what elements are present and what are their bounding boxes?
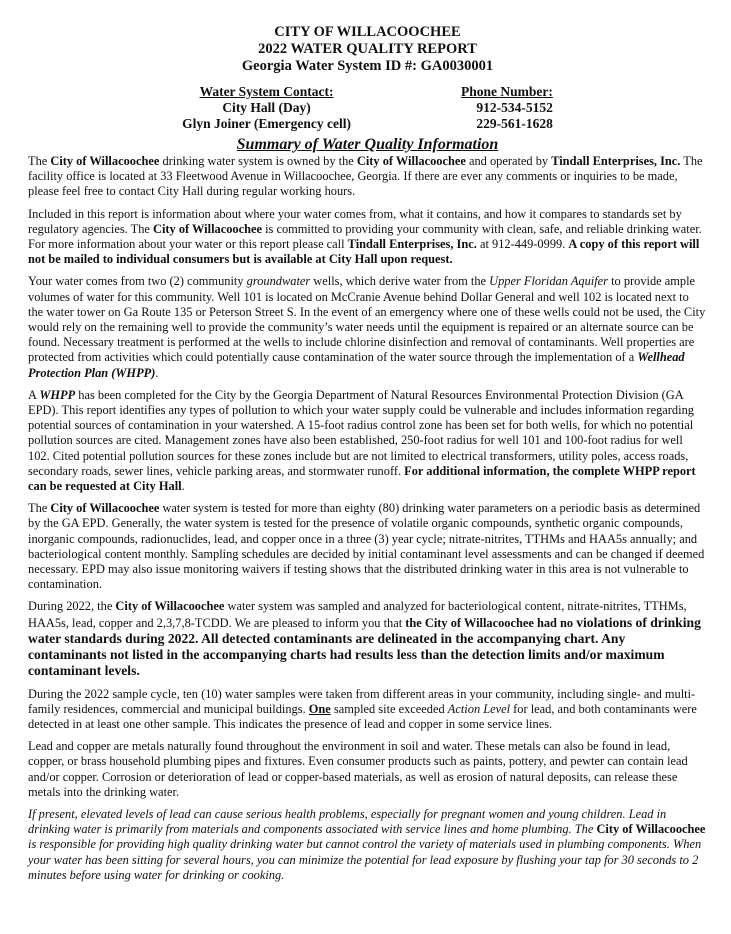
- paragraph-report-info: Included in this report is information about where your water comes from, what it contains, and how it compares to standards set by regulatory agencies. The City of Willacoochee is committed to providing your community with clean, safe, and reliable drinking water. For more information about your water or this report please call Tindall Enterprises, Inc. at 912-449-0999. A copy of this report will not be mailed to individual consumers but is available at City Hall upon request.: [28, 206, 702, 267]
- header-city: CITY OF WILLACOOCHEE: [274, 24, 461, 40]
- paragraph-testing: The City of Willacoochee water system is tested for more than eighty (80) drinking water parameters on a periodic basis as determined by the GA EPD. Generally, the water system is tested for the presence of volatile organic compounds, synthetic organic compounds, inorganic compounds, radionuclides, lead, and copper once in a three (3) year cycle; nitrate-nitrites, TTHMs and HAA5s annually; and bacteriological content monthly. Sampling schedules are decided by initial contaminant level assessments and can be changed if deemed necessary. EPD may also issue monitoring waivers if testing shows that the distributed drinking water in this area is not vulnerable to contamination.: [28, 501, 705, 592]
- summary-title: Summary of Water Quality Information: [236, 136, 499, 153]
- paragraph-lead-copper: Lead and copper are metals naturally found throughout the environment in soil and water. These metals can also be found in lead, copper, or brass household plumbing pipes and fixtures. Even consumer products such as paints, pottery, and pewter can contain lead and/or copper. Corrosion or deterioration of lead or copper-based materials, as well as erosion of natural deposits, can release these metals into the drinking water.: [28, 739, 688, 799]
- paragraph-whpp: A WHPP has been completed for the City by the Georgia Department of Natural Resources Environmental Protection Division (GA EPD). This report identifies any types of pollution to which your water supply could be vulnerable and includes information regarding potential sources of contamination in your watershed. A 15-foot radius control zone has been set for both wells, for which no potential pollution sources are cited. Management zones have also been established, 250-foot radius for well 101 and 100-foot radius for well 102. Cited potential pollution sources for these zones include but are not limited to electrical transformers, utility poles, access roads, secondary roads, sewer lines, vehicle parking areas, and stormwater runoff. For additional information, the complete WHPP report can be requested at City Hall.: [28, 387, 696, 494]
- contact-name: City Hall (Day): [222, 100, 311, 115]
- phone-number: 912-534-5152: [476, 100, 553, 115]
- phone-number: 229-561-1628: [476, 116, 553, 131]
- report-header: [28, 24, 707, 75]
- phone-heading: Phone Number:: [460, 84, 553, 99]
- paragraph-water-source: Your water comes from two (2) community groundwater wells, which derive water from the Upper Floridan Aquifer to provide ample volumes of water for this community. Well 101 is located on McCranie Avenue behind Dollar General and well 102 is located next to the water tower on Ga Route 135 or Peterson Street S. In the event of an emergency where one of these wells could not be used, the City would rely on the remaining well to provide the community’s water needs until the equipment is repaired or an alternate source can be found. Necessary treatment is performed at the wells to include chlorine disinfection and removal of contaminants. Well properties are protected from activities which could potentially cause contamination of the water source through the implementation of a Wellhead Protection Plan (WHPP).: [28, 274, 706, 380]
- header-system-id: Georgia Water System ID #: GA0030001: [241, 58, 494, 74]
- contact-names: [182, 84, 351, 132]
- contact-phones: [461, 84, 553, 132]
- paragraph-sample-cycle: During the 2022 sample cycle, ten (10) water samples were taken from different areas in your community, including single- and multi-family residences, commercial and municipal buildings. One sampled site exceeded Action Level for lead, and both contaminants were detected in at least one other sample. This indicates the presence of lead and copper in some service lines.: [28, 686, 697, 731]
- header-report-title: 2022 WATER QUALITY REPORT: [258, 41, 477, 57]
- paragraph-ownership: The City of Willacoochee drinking water system is owned by the City of Willacoochee and operated by Tindall Enterprises, Inc. The facility office is located at 33 Fleetwood Avenue in Willacoochee, Georgia. If there are ever any comments or inquiries to be made, please feel free to contact City Hall during regular working hours.: [28, 154, 703, 199]
- paragraph-lead-health: If present, elevated levels of lead can cause serious health problems, especially for pregnant women and young children. Lead in drinking water is primarily from materials and components associated with service lines and home plumbing. The City of Willacoochee is responsible for providing high quality drinking water but cannot control the variety of materials used in plumbing components. When your water has been sitting for several hours, you can minimize the potential for lead exposure by flushing your tap for 30 seconds to 2 minutes before using water for drinking or cooking.: [28, 806, 706, 882]
- contact-name: Glyn Joiner (Emergency cell): [182, 116, 351, 131]
- paragraph-2022-results: During 2022, the City of Willacoochee water system was sampled and analyzed for bacteriological content, nitrate-nitrites, TTHMs, HAA5s, lead, copper and 2,3,7,8-TCDD. We are pleased to inform you that the City of Willacoochee had no violations of drinking water standards during 2022. All detected contaminants are delineated in the accompanying chart. Any contaminants not listed in the accompanying charts had results less than the detection limits and/or maximum contaminant levels.: [28, 599, 701, 679]
- contact-heading: Water System Contact:: [199, 84, 334, 99]
- contact-block: [28, 84, 707, 132]
